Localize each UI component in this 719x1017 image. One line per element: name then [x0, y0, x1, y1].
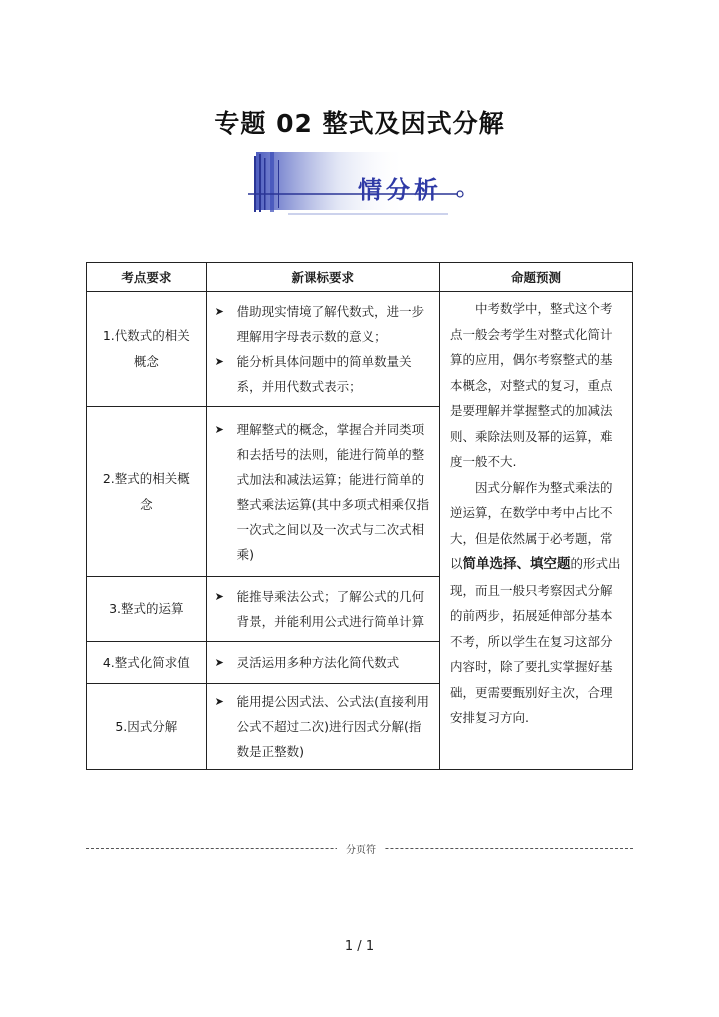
arrow-bullet-icon: ➤ [214, 656, 224, 669]
requirement-text: 能用提公因式法、公式法(直接利用公式不超过二次)进行因式分解(指数是正整数) [236, 694, 430, 759]
prediction-text: 的形式出现，而且一般只考察因式分解的前两步，拓展延伸部分基本不考，所以学生在复习这部分内容时，除了要扎实掌握好基础，更需要甄别好主次，合理安排复习方向. [449, 556, 621, 725]
requirement-cell [206, 577, 439, 642]
prediction-cell [439, 292, 632, 770]
requirement-text: 借助现实情境了解代数式，进一步理解用字母表示数的意义； [236, 304, 425, 344]
requirement-cell [206, 407, 439, 577]
prediction-text: 因式分解作为整式乘法的逆运算，在数学中考中占比不大，但是依然属于必考题，常以 [449, 479, 613, 571]
arrow-bullet-icon: ➤ [214, 305, 224, 318]
prediction-paragraph-2 [450, 475, 624, 731]
exam-analysis-table [86, 262, 633, 770]
requirement-text: 能推导乘法公式；了解公式的几何背景，并能利用公式进行简单计算 [236, 589, 425, 629]
header-prediction: 命题预测 [439, 263, 632, 292]
header-topic: 考点要求 [87, 263, 207, 292]
arrow-bullet-icon: ➤ [214, 422, 224, 436]
requirement-cell [206, 292, 439, 407]
page-title: 专题 02 整式及因式分解 [214, 109, 505, 138]
table-header-row [87, 263, 633, 292]
table-row [87, 292, 633, 407]
topic-cell: 4.整式化简求值 [87, 642, 207, 684]
page-number: 1 / 1 [344, 939, 375, 954]
requirement-text: 理解整式的概念，掌握合并同类项和去括号的法则，能进行简单的整式加法和减法运算；能进行简单的整式乘法运算(其中多项式相乘仅指一次式之间以及一次式与二次式相乘) [236, 421, 430, 562]
topic-cell: 5.因式分解 [87, 684, 207, 770]
requirement-cell [206, 684, 439, 770]
prediction-paragraph-1: 中考数学中，整式这个考点一般会考学生对整式化简计算的应用，偶尔考察整式的基本概念，对整式的复习，重点是要理解并掌握整式的加减法则、乘除法则及幂的运算，难度一般不大. [449, 301, 613, 469]
requirement-cell [206, 642, 439, 684]
topic-cell: 1.代数式的相关概念 [87, 292, 207, 407]
topic-cell: 3.整式的运算 [87, 577, 207, 642]
arrow-bullet-icon: ➤ [214, 590, 224, 603]
arrow-bullet-icon: ➤ [214, 695, 224, 708]
header-requirements: 新课标要求 [206, 263, 439, 292]
arrow-bullet-icon: ➤ [214, 355, 224, 368]
banner-text: 情分析 [358, 175, 442, 204]
requirement-text: 灵活运用多种方法化简代数式 [236, 655, 400, 670]
prediction-emphasis: 简单选择、填空题 [462, 556, 571, 572]
topic-cell: 2.整式的相关概念 [87, 407, 207, 577]
section-banner [248, 150, 468, 220]
page-break-label: 分页符 [337, 841, 385, 856]
requirement-text: 能分析具体问题中的简单数量关系，并用代数式表示； [236, 354, 412, 394]
